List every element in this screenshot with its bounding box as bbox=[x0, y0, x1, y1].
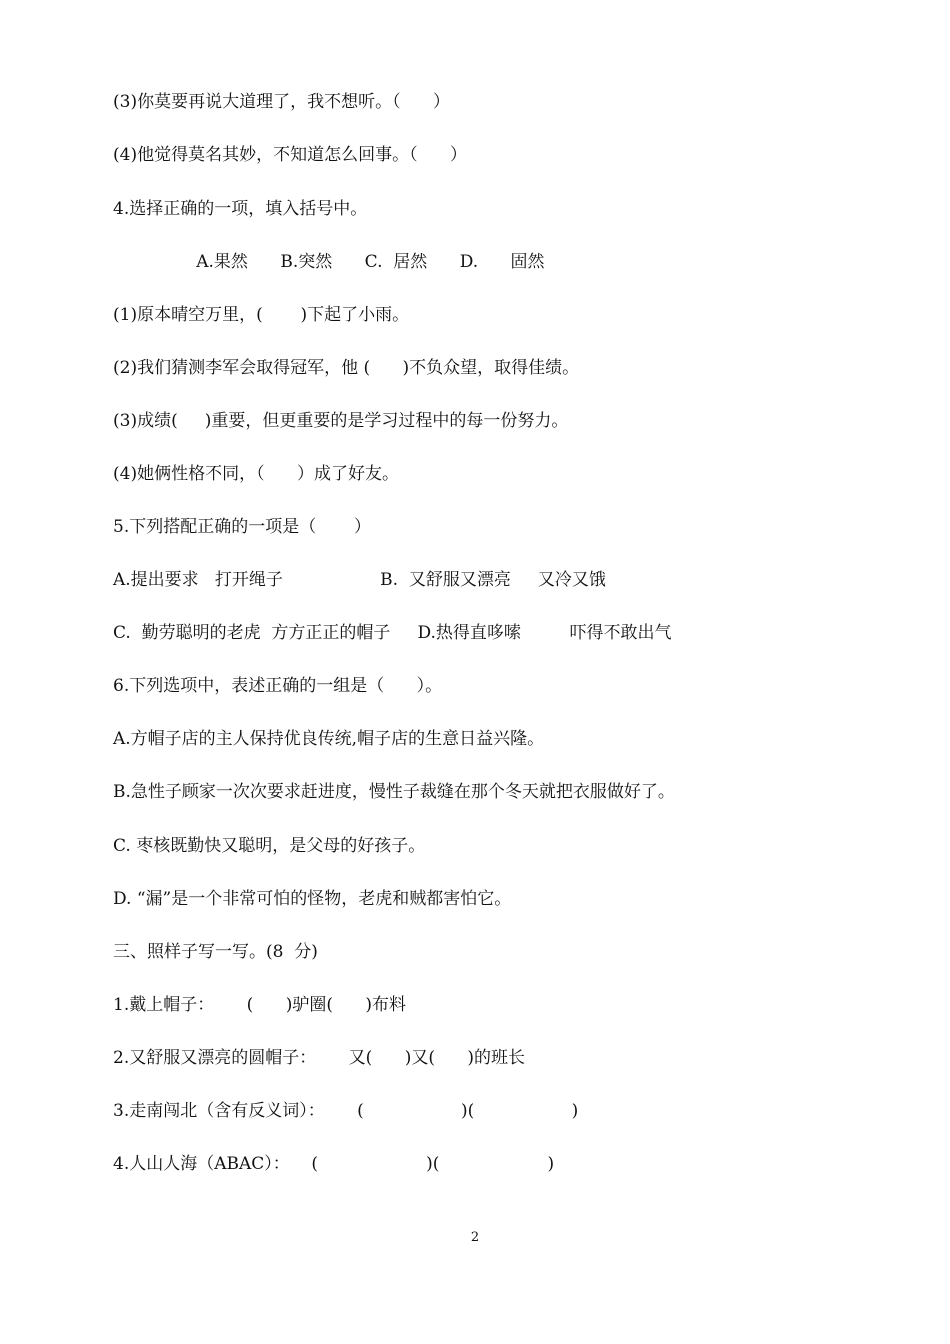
question-6-option-b: B.急性子顾家一次次要求赶进度，慢性子裁缝在那个冬天就把衣服做好了。 bbox=[113, 782, 675, 802]
question-6-option-a: A.方帽子店的主人保持优良传统,帽子店的生意日益兴隆。 bbox=[113, 729, 545, 749]
question-5-options-cd: C. 勤劳聪明的老虎 方方正正的帽子 D.热得直哆嗦 吓得不敢出气 bbox=[113, 623, 672, 643]
question-4-3: (3)成绩( )重要，但更重要的是学习过程中的每一份努力。 bbox=[113, 411, 569, 431]
question-4-4: (4)她俩性格不同，（ ）成了好友。 bbox=[113, 464, 400, 484]
exercise-3-1: 1.戴上帽子： ( )驴圈( )布料 bbox=[113, 995, 407, 1015]
question-3-4: (4)他觉得莫名其妙，不知道怎么回事。（ ） bbox=[113, 145, 468, 165]
question-6-title: 6.下列选项中，表述正确的一组是（ ）。 bbox=[113, 676, 443, 696]
question-4-title: 4.选择正确的一项，填入括号中。 bbox=[113, 199, 368, 219]
question-5-title: 5.下列搭配正确的一项是（ ） bbox=[113, 517, 372, 537]
question-6-option-c: C. 枣核既勤快又聪明，是父母的好孩子。 bbox=[113, 836, 426, 856]
question-6-option-d: D. “漏”是一个非常可怕的怪物，老虎和贼都害怕它。 bbox=[113, 889, 512, 909]
question-4-1: (1)原本晴空万里，( )下起了小雨。 bbox=[113, 305, 410, 325]
question-3-3: (3)你莫要再说大道理了，我不想听。（ ） bbox=[113, 92, 451, 112]
exercise-3-3: 3.走南闯北（含有反义词）： ( )( ) bbox=[113, 1101, 579, 1121]
exercise-3-2: 2.又舒服又漂亮的圆帽子： 又( )又( )的班长 bbox=[113, 1048, 526, 1068]
exercise-3-4: 4.人山人海（ABAC）： ( )( ) bbox=[113, 1154, 555, 1174]
question-5-options-ab: A.提出要求 打开绳子 B. 又舒服又漂亮 又冷又饿 bbox=[113, 570, 606, 590]
page-number: 2 bbox=[470, 1230, 480, 1245]
question-4-2: (2)我们猜测李军会取得冠军，他 ( )不负众望，取得佳绩。 bbox=[113, 358, 580, 378]
section-3-heading: 三、照样子写一写。(8 分) bbox=[113, 942, 318, 962]
question-4-options: A.果然 B.突然 C. 居然 D. 固然 bbox=[126, 252, 545, 272]
